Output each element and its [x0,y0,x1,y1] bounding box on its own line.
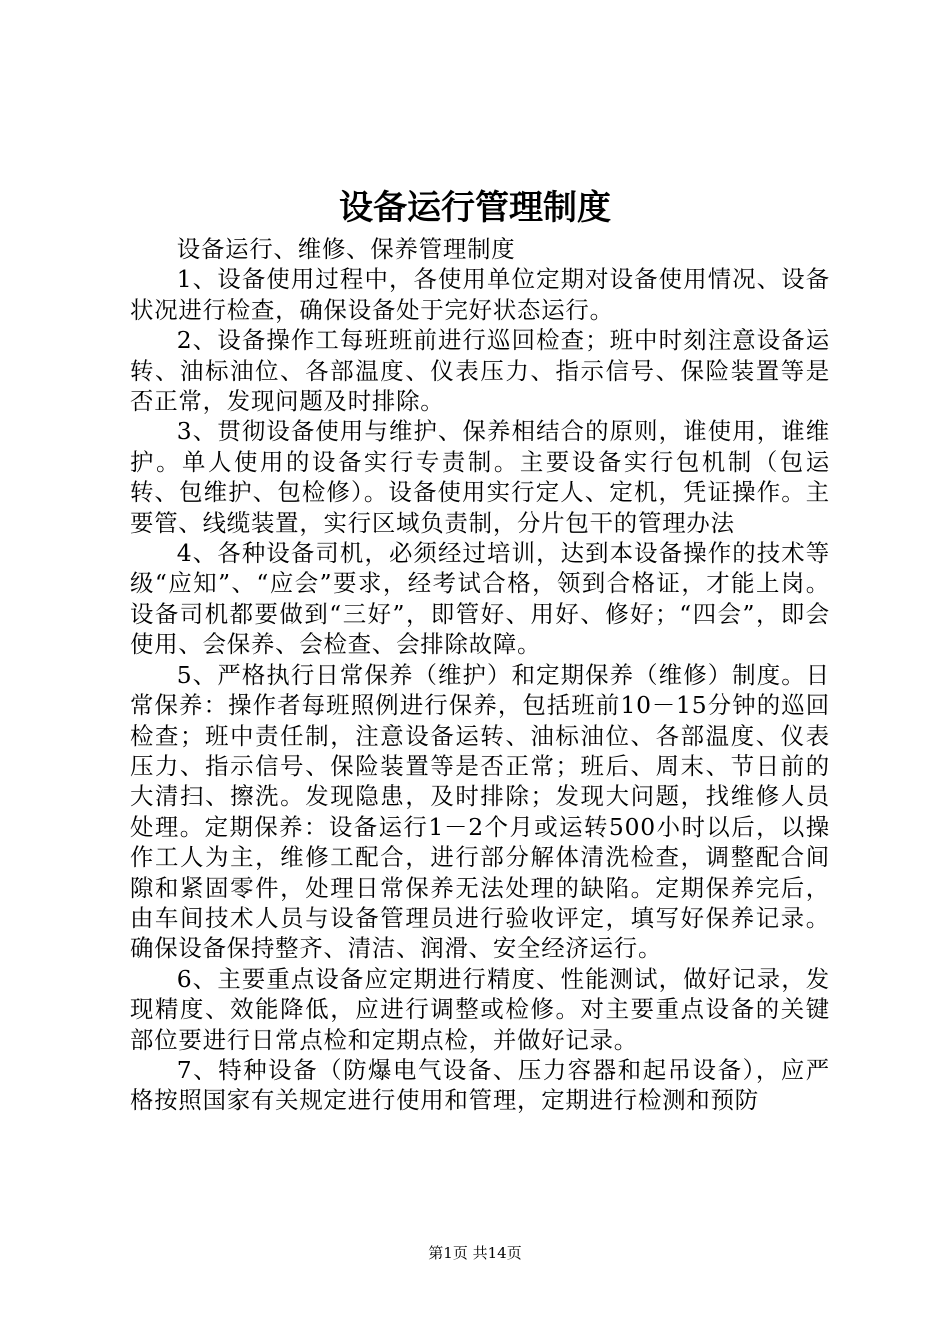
paragraph-2: 2、设备操作工每班班前进行巡回检查；班中时刻注意设备运转、油标油位、各部温度、仪表压力、指示信号、保险装置等是否正常，发现问题及时排除。 [130,326,830,416]
document-body [130,234,830,1116]
paragraph-4: 4、各种设备司机，必须经过培训，达到本设备操作的技术等级“应知”、“应会”要求，经考试合格，领到合格证，才能上岗。设备司机都要做到“三好”，即管好、用好、修好；“四会”，即会使用、会保养、会检查、会排除故障。 [130,539,830,659]
page-number-footer: 第1页 共14页 [428,1244,522,1262]
subtitle-paragraph: 设备运行、维修、保养管理制度 [176,235,516,263]
paragraph-1: 1、设备使用过程中，各使用单位定期对设备使用情况、设备状况进行检查，确保设备处于完好状态运行。 [130,265,830,324]
paragraph-3: 3、贯彻设备使用与维护、保养相结合的原则，谁使用，谁维护。单人使用的设备实行专责制。主要设备实行包机制（包运转、包维护、包检修）。设备使用实行定人、定机，凭证操作。主要管、线缆装置，实行区域负责制，分片包干的管理办法 [130,417,830,537]
paragraph-5: 5、严格执行日常保养（维护）和定期保养（维修）制度。日常保养：操作者每班照例进行保养，包括班前10－15分钟的巡回检查；班中责任制，注意设备运转、油标油位、各部温度、仪表压力、指示信号、保险装置等是否正常；班后、周末、节日前的大清扫、擦洗。发现隐患，及时排除；发现大问题，找维修人员处理。定期保养：设备运行1－2个月或运转500小时以后，以操作工人为主，维修工配合，进行部分解体清洗检查，调整配合间隙和紧固零件，处理日常保养无法处理的缺陷。定期保养完后，由车间技术人员与设备管理员进行验收评定，填写好保养记录。确保设备保持整齐、清洁、润滑、安全经济运行。 [130,660,830,963]
paragraph-6: 6、主要重点设备应定期进行精度、性能测试，做好记录，发现精度、效能降低，应进行调整或检修。对主要重点设备的关键部位要进行日常点检和定期点检，并做好记录。 [130,964,830,1054]
paragraph-7: 7、特种设备（防爆电气设备、压力容器和起吊设备），应严格按照国家有关规定进行使用和管理，定期进行检测和预防 [130,1055,830,1115]
document-title: 设备运行管理制度 [339,188,611,228]
